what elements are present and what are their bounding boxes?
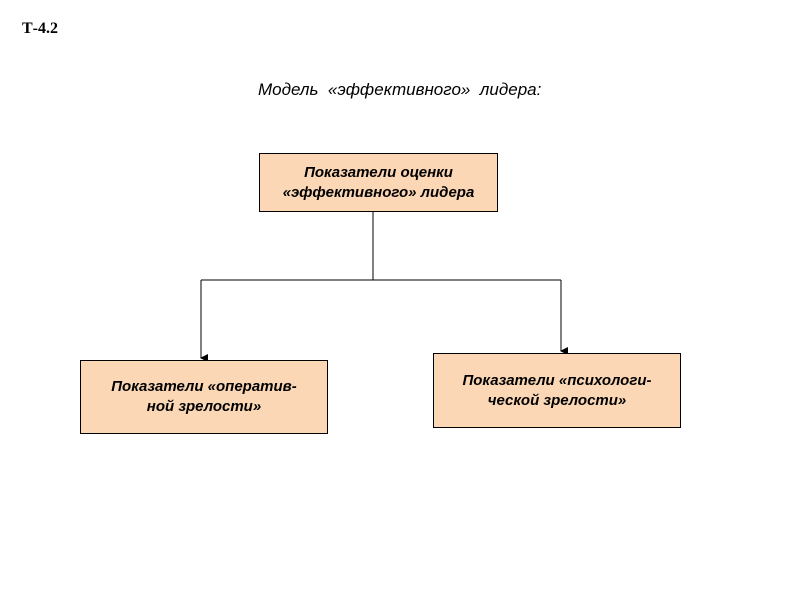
child-box-psychological-maturity: Показатели «психологи- ческой зрелости»: [433, 353, 681, 428]
diagram-title: Модель «эффективного» лидера:: [258, 80, 542, 99]
child-box-operational-maturity: Показатели «оператив- ной зрелости»: [80, 360, 328, 434]
slide-id-label: Т-4.2: [22, 20, 58, 37]
root-box-effectiveness-indicators: Показатели оценки «эффективного» лидера: [259, 153, 498, 212]
